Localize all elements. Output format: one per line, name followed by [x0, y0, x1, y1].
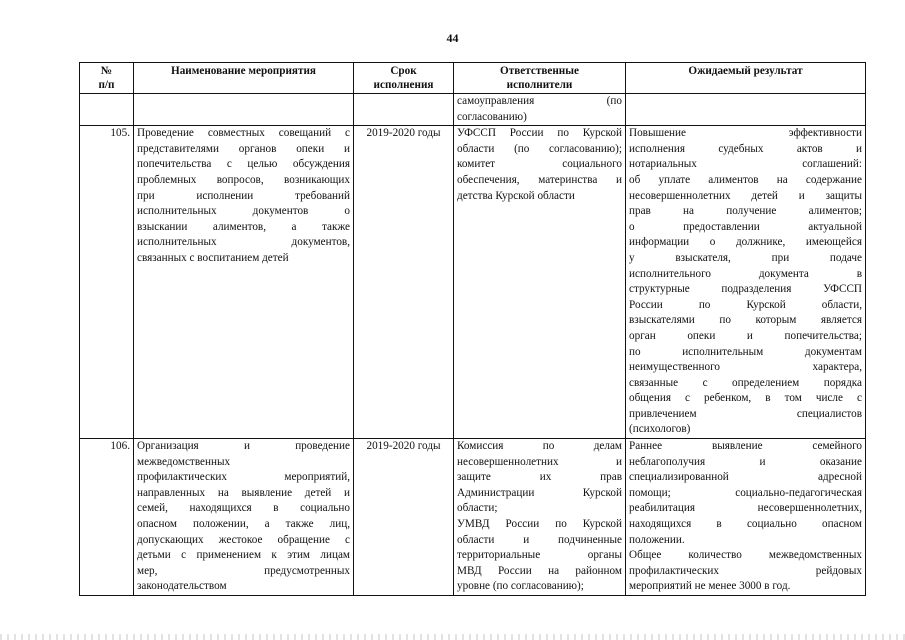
text-line: помощи; социально-педагогическая: [629, 486, 862, 499]
text-line: области;: [457, 502, 498, 515]
header-name: Наименование мероприятия: [134, 63, 354, 94]
text-line: связанные с определением порядка: [629, 376, 862, 389]
term-cell: 2019-2020 годы: [354, 439, 454, 596]
text-line: допускающих жестокое обращение с: [137, 533, 350, 546]
text-line: привлечением специалистов: [629, 407, 862, 420]
expected-result-cell: [626, 126, 866, 439]
text-line: (психологов): [629, 423, 691, 436]
text-line: комитет социального: [457, 158, 622, 171]
header-result: Ожидаемый результат: [626, 63, 866, 94]
text-line: общения с ребенком, в том числе с: [629, 392, 862, 405]
term-cell: 2019-2020 годы: [354, 126, 454, 439]
header-term: [354, 63, 454, 94]
text-line: о предоставлении актуальной: [629, 220, 862, 233]
text-line: опасном положении, а также лиц,: [137, 518, 350, 531]
text-line: МВД России на районном: [457, 564, 622, 577]
text-line: исполнительных документов о: [137, 205, 350, 218]
continuation-name-cell: [134, 94, 354, 126]
text-line: взыскании алиментов, а также: [137, 220, 350, 233]
text-line: Общее количество межведомственных: [629, 549, 862, 562]
text-line: несовершеннолетних детей и защиты: [629, 189, 862, 202]
text-line: направленных на выявление детей и: [137, 486, 350, 499]
text-line: России по Курской области,: [629, 298, 862, 311]
continuation-num-cell: [80, 94, 134, 126]
page-number: 44: [446, 31, 459, 45]
text-line: прав на получение алиментов;: [629, 205, 862, 218]
text-line: информации о должнике, имеющейся: [629, 236, 862, 249]
continuation-term-cell: [354, 94, 454, 126]
text-line: неимущественного характера,: [629, 361, 862, 374]
header-num-line: п/п: [98, 79, 115, 91]
text-line: исполнения судебных актов и: [629, 142, 862, 155]
text-line: уровне (по согласованию);: [457, 580, 584, 593]
header-exec-line: исполнители: [506, 79, 573, 91]
text-line: об уплате алиментов на содержание: [629, 173, 862, 186]
text-line: УМВД России по Курской: [457, 518, 622, 531]
row-number-cell: 106.: [80, 439, 134, 596]
text-line: взыскателями по которым является: [629, 314, 862, 327]
text-line: исполнительных документов,: [137, 236, 350, 249]
text-line: защите их прав: [457, 471, 622, 484]
measure-name-cell: [134, 439, 354, 596]
text-line: профилактических мероприятий,: [137, 471, 350, 484]
text-line: несовершеннолетних и: [457, 455, 622, 468]
text-line: структурные подразделения УФССП: [629, 283, 862, 296]
text-line: Проведение совместных совещаний с: [137, 127, 350, 140]
text-line: проблемных вопросов, возникающих: [137, 173, 350, 186]
text-line: семей, находящихся в социально: [137, 502, 350, 515]
table-row: [80, 439, 866, 596]
header-num-line: №: [100, 65, 113, 77]
text-line: специализированной адресной: [629, 471, 862, 484]
text-line: Администрации Курской: [457, 486, 622, 499]
text-line: находящихся в социально опасном: [629, 518, 862, 531]
text-line: при исполнении требований: [137, 189, 350, 202]
measure-name-cell: [134, 126, 354, 439]
text-line: Организация и проведение: [137, 440, 350, 453]
text-line: детьми с применением к этим лицам: [137, 549, 350, 562]
text-line: законодательством: [137, 580, 227, 593]
executors-cell: [454, 439, 626, 596]
text-line: самоуправления (по: [457, 95, 622, 107]
header-exec: [454, 63, 626, 94]
text-line: у взыскателя, при подаче: [629, 251, 862, 264]
text-line: Раннее выявление семейного: [629, 440, 862, 453]
continuation-exec-cell: [454, 94, 626, 126]
text-line: детства Курской области: [457, 189, 575, 202]
text-line: представителями органов опеки и: [137, 142, 350, 155]
table-row: [80, 126, 866, 439]
text-line: области (по согласованию);: [457, 142, 622, 155]
text-line: положении.: [629, 533, 685, 546]
text-line: межведомственных: [137, 455, 231, 468]
text-line: неблагополучия и оказание: [629, 455, 862, 468]
text-line: связанных с воспитанием детей: [137, 251, 289, 264]
text-line: согласованию): [457, 110, 527, 123]
text-line: нотариальных соглашений:: [629, 158, 862, 171]
text-line: области и подчиненные: [457, 533, 622, 546]
text-line: по исполнительным документам: [629, 345, 862, 358]
text-line: реабилитация несовершеннолетних,: [629, 502, 862, 515]
text-line: Повышение эффективности: [629, 127, 862, 140]
row-number-cell: 105.: [80, 126, 134, 439]
text-line: мероприятий не менее 3000 в год.: [629, 580, 791, 593]
text-line: обеспечения, материнства и: [457, 173, 622, 186]
table-header-row: [80, 63, 866, 94]
text-line: орган опеки и попечительства;: [629, 329, 862, 342]
header-term-line: исполнения: [373, 79, 434, 91]
scan-artifact-strip: [0, 634, 905, 640]
text-line: Комиссия по делам: [457, 440, 622, 453]
text-line: УФССП России по Курской: [457, 127, 622, 140]
text-line: исполнительного документа в: [629, 267, 862, 280]
text-line: попечительства с целью обсуждения: [137, 158, 350, 171]
header-exec-line: Ответственные: [500, 65, 579, 77]
text-line: мер, предусмотренных: [137, 564, 350, 577]
text-line: территориальные органы: [457, 549, 622, 562]
header-term-line: Срок: [390, 65, 417, 77]
text-line: профилактических рейдовых: [629, 564, 862, 577]
expected-result-cell: [626, 439, 866, 596]
executors-cell: [454, 126, 626, 439]
continuation-row: [80, 94, 866, 126]
measures-table: [79, 62, 866, 596]
header-num: [80, 63, 134, 94]
continuation-result-cell: [626, 94, 866, 126]
